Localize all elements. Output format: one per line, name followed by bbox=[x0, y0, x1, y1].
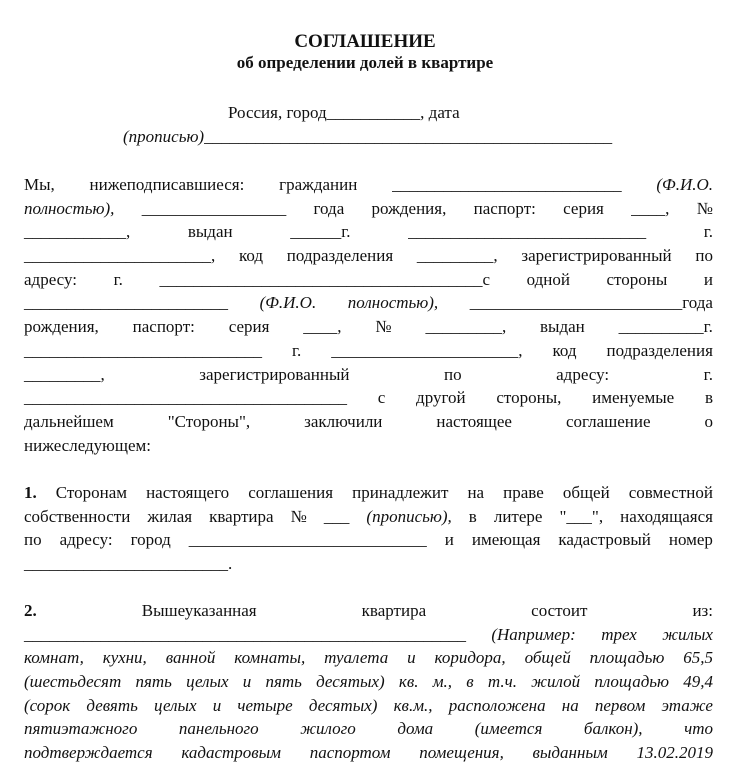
word: общей bbox=[562, 483, 610, 502]
word: на bbox=[561, 695, 579, 715]
word: № bbox=[375, 317, 392, 337]
word: именуемые bbox=[592, 388, 675, 408]
word: праве bbox=[503, 483, 544, 502]
word: номер bbox=[668, 530, 713, 550]
date-blank: ________________________________________________ bbox=[204, 127, 613, 146]
word: серия bbox=[228, 317, 270, 337]
word: пятиэтажного bbox=[24, 719, 138, 739]
word: в bbox=[466, 672, 474, 692]
fill-in-blank: ______________________, bbox=[24, 246, 216, 266]
word: ванной bbox=[165, 648, 216, 668]
word: пять bbox=[265, 672, 302, 692]
word: жилого bbox=[300, 719, 356, 739]
word: и bbox=[407, 648, 416, 668]
document-subtitle: об определении долей в квартире bbox=[236, 53, 494, 72]
word: и bbox=[703, 269, 713, 289]
word: полностью), bbox=[24, 198, 115, 218]
word: другой bbox=[416, 388, 466, 408]
word: состоит bbox=[531, 601, 588, 620]
word: подтверждается bbox=[24, 743, 153, 763]
word: 13.02.2019 bbox=[636, 743, 713, 763]
word: паспортом bbox=[309, 743, 391, 763]
word: принадлежит bbox=[352, 483, 449, 502]
word: выданным bbox=[532, 743, 608, 763]
word: девять bbox=[86, 695, 138, 715]
word: совместной bbox=[628, 483, 713, 502]
text-line bbox=[24, 291, 713, 315]
word: выдан bbox=[187, 222, 233, 242]
word: из: bbox=[692, 601, 713, 620]
text-line bbox=[24, 268, 713, 292]
word: трех bbox=[601, 624, 637, 644]
text-line bbox=[24, 646, 713, 670]
fill-in-blank: ____, bbox=[631, 198, 670, 218]
word: (имеется bbox=[474, 719, 543, 739]
document-title: СОГЛАШЕНИЕ bbox=[294, 31, 436, 52]
text-line bbox=[24, 670, 713, 694]
word: м., bbox=[432, 672, 453, 692]
text-line bbox=[24, 339, 713, 363]
word: и bbox=[444, 530, 454, 550]
text-line bbox=[24, 599, 713, 623]
text-line bbox=[24, 694, 713, 718]
word: рождения, bbox=[371, 198, 447, 218]
word: квартира bbox=[361, 601, 427, 620]
word: площадью bbox=[589, 648, 665, 668]
word: жилая bbox=[147, 506, 193, 526]
word: по bbox=[444, 364, 462, 384]
word: коридора, bbox=[434, 648, 506, 668]
word: рождения, bbox=[24, 317, 99, 337]
fill-in-blank: ____________________________ bbox=[188, 530, 427, 550]
word: на bbox=[467, 483, 485, 502]
word: кв. bbox=[398, 672, 419, 692]
word: выдан bbox=[540, 317, 585, 337]
word: и bbox=[242, 672, 252, 692]
word: нижеподписавшиеся: bbox=[89, 175, 245, 194]
intro-paragraph bbox=[24, 173, 713, 457]
word: стороны bbox=[606, 269, 668, 289]
word: комнаты, bbox=[234, 648, 306, 668]
text-line bbox=[24, 363, 713, 387]
word: расположена bbox=[448, 695, 546, 715]
fill-in-blank: ____________________________ bbox=[408, 222, 647, 242]
word: паспорт: bbox=[132, 317, 195, 337]
word: соглашения bbox=[248, 483, 334, 502]
word: (прописью), bbox=[366, 506, 452, 526]
word: гражданин bbox=[279, 175, 358, 194]
word: пять bbox=[135, 672, 172, 692]
word: и bbox=[212, 695, 222, 715]
word: в bbox=[468, 506, 477, 526]
text-line bbox=[24, 410, 713, 434]
word: г. bbox=[703, 222, 713, 242]
word: код bbox=[552, 340, 577, 360]
clause-2 bbox=[24, 599, 713, 765]
word: полностью), bbox=[347, 293, 439, 313]
word: "Стороны", bbox=[167, 411, 251, 431]
word: одной bbox=[526, 269, 570, 289]
fill-in-blank: _________, bbox=[24, 364, 105, 384]
word: зарегистрированный bbox=[521, 246, 672, 266]
text-line bbox=[24, 220, 713, 244]
word: Мы, bbox=[24, 175, 55, 194]
word: помещения, bbox=[419, 743, 504, 763]
fill-in-blank: ________________________ bbox=[24, 293, 228, 313]
word: 65,5 bbox=[683, 648, 713, 668]
word: паспорт: bbox=[473, 198, 536, 218]
text-line bbox=[24, 315, 713, 339]
word: этаже bbox=[661, 695, 713, 715]
word: жилых bbox=[662, 624, 713, 644]
text-line bbox=[24, 552, 713, 576]
clause-1 bbox=[24, 481, 713, 576]
word: по bbox=[24, 530, 42, 550]
word: первом bbox=[594, 695, 646, 715]
word: десятых) bbox=[316, 672, 385, 692]
fill-in-blank: ________________________. bbox=[24, 554, 233, 574]
word: зарегистрированный bbox=[199, 364, 350, 384]
word: нижеследующем: bbox=[24, 435, 152, 455]
fill-in-blank: ___________________________ bbox=[392, 175, 622, 194]
word: адресу: bbox=[59, 530, 113, 550]
fill-in-blank: __________г. bbox=[618, 317, 713, 337]
word: заключили bbox=[304, 411, 383, 431]
fill-in-blank: ______________________________________с bbox=[159, 269, 490, 289]
text-line bbox=[24, 717, 713, 741]
text-line bbox=[24, 386, 713, 410]
word: соглашение bbox=[565, 411, 651, 431]
fill-in-blank: ___ bbox=[323, 506, 350, 526]
word: дома bbox=[397, 719, 434, 739]
text-line bbox=[24, 481, 713, 505]
word: подразделения bbox=[286, 246, 394, 266]
text-line bbox=[24, 528, 713, 552]
text-line bbox=[24, 244, 713, 268]
date-label: , дата bbox=[420, 103, 460, 122]
fill-in-blank: ______________________, bbox=[331, 340, 523, 360]
word: целых bbox=[154, 695, 197, 715]
word: г. bbox=[291, 340, 302, 360]
city-blank: ___________ bbox=[326, 103, 421, 122]
fill-in-blank: ____________________________ bbox=[24, 340, 262, 360]
text-line bbox=[24, 623, 713, 647]
word: серия bbox=[563, 198, 604, 218]
word: общей bbox=[524, 648, 571, 668]
word: о bbox=[704, 411, 713, 431]
word: настоящее bbox=[436, 411, 512, 431]
word: 49,4 bbox=[683, 672, 713, 692]
word: собственности bbox=[24, 506, 131, 526]
word: адресу: bbox=[24, 269, 77, 289]
fill-in-blank: _________________ bbox=[141, 198, 287, 218]
word: балкон), bbox=[583, 719, 643, 739]
word: литере bbox=[493, 506, 543, 526]
fill-in-blank: ____, bbox=[303, 317, 342, 337]
fill-in-blank: ____________, bbox=[24, 222, 131, 242]
text-line bbox=[24, 173, 713, 197]
word: (сорок bbox=[24, 695, 71, 715]
word: "___", bbox=[559, 506, 604, 526]
fill-in-blank: _________, bbox=[416, 246, 498, 266]
word: кухни, bbox=[102, 648, 147, 668]
word: находящаяся bbox=[620, 506, 713, 526]
word: в bbox=[704, 388, 713, 408]
date-line bbox=[123, 127, 612, 147]
word: панельного bbox=[178, 719, 259, 739]
text-line bbox=[24, 434, 713, 458]
word: настоящего bbox=[146, 483, 230, 502]
place-label: Россия, город bbox=[228, 103, 327, 122]
word: адресу: bbox=[556, 364, 610, 384]
fill-in-blank: ______г. bbox=[290, 222, 351, 242]
word: город bbox=[130, 530, 171, 550]
text-line bbox=[24, 505, 713, 529]
word: (Например: bbox=[491, 624, 576, 644]
fill-in-blank: ____________________________________________________ bbox=[24, 624, 466, 644]
word: кв.м., bbox=[393, 695, 433, 715]
word: г. bbox=[703, 364, 713, 384]
word: комнат, bbox=[24, 648, 84, 668]
fill-in-blank: _________, bbox=[425, 317, 507, 337]
word: № bbox=[696, 198, 713, 218]
word: кадастровый bbox=[558, 530, 651, 550]
word: жилой bbox=[531, 672, 581, 692]
word: целых bbox=[186, 672, 229, 692]
word: кадастровым bbox=[181, 743, 282, 763]
word: г. bbox=[113, 269, 123, 289]
text-line bbox=[24, 741, 713, 765]
word: 1. bbox=[24, 483, 37, 502]
word: дальнейшем bbox=[24, 411, 114, 431]
word: с bbox=[377, 388, 386, 408]
word: Вышеуказанная bbox=[141, 601, 257, 620]
word: код bbox=[238, 246, 264, 266]
text-line bbox=[24, 197, 713, 221]
fill-in-blank: ______________________________________ bbox=[24, 388, 347, 408]
word: десятых) bbox=[308, 695, 378, 715]
word: Сторонам bbox=[55, 483, 128, 502]
word: площадью bbox=[594, 672, 670, 692]
word: т.ч. bbox=[487, 672, 517, 692]
fill-in-blank: _________________________года bbox=[469, 293, 713, 313]
word: подразделения bbox=[606, 340, 713, 360]
word: 2. bbox=[24, 601, 37, 620]
word: квартира bbox=[209, 506, 274, 526]
place-line bbox=[228, 103, 460, 123]
word: года bbox=[313, 198, 345, 218]
word: стороны, bbox=[496, 388, 562, 408]
word: (шестьдесят bbox=[24, 672, 122, 692]
date-hint: (прописью) bbox=[123, 127, 205, 146]
word: четыре bbox=[237, 695, 293, 715]
word: (Ф.И.О. bbox=[656, 175, 713, 194]
word: имеющая bbox=[471, 530, 541, 550]
word: по bbox=[695, 246, 713, 266]
word: что bbox=[684, 719, 713, 739]
word: № bbox=[290, 506, 307, 526]
word: туалета bbox=[324, 648, 389, 668]
word: (Ф.И.О. bbox=[259, 293, 317, 313]
